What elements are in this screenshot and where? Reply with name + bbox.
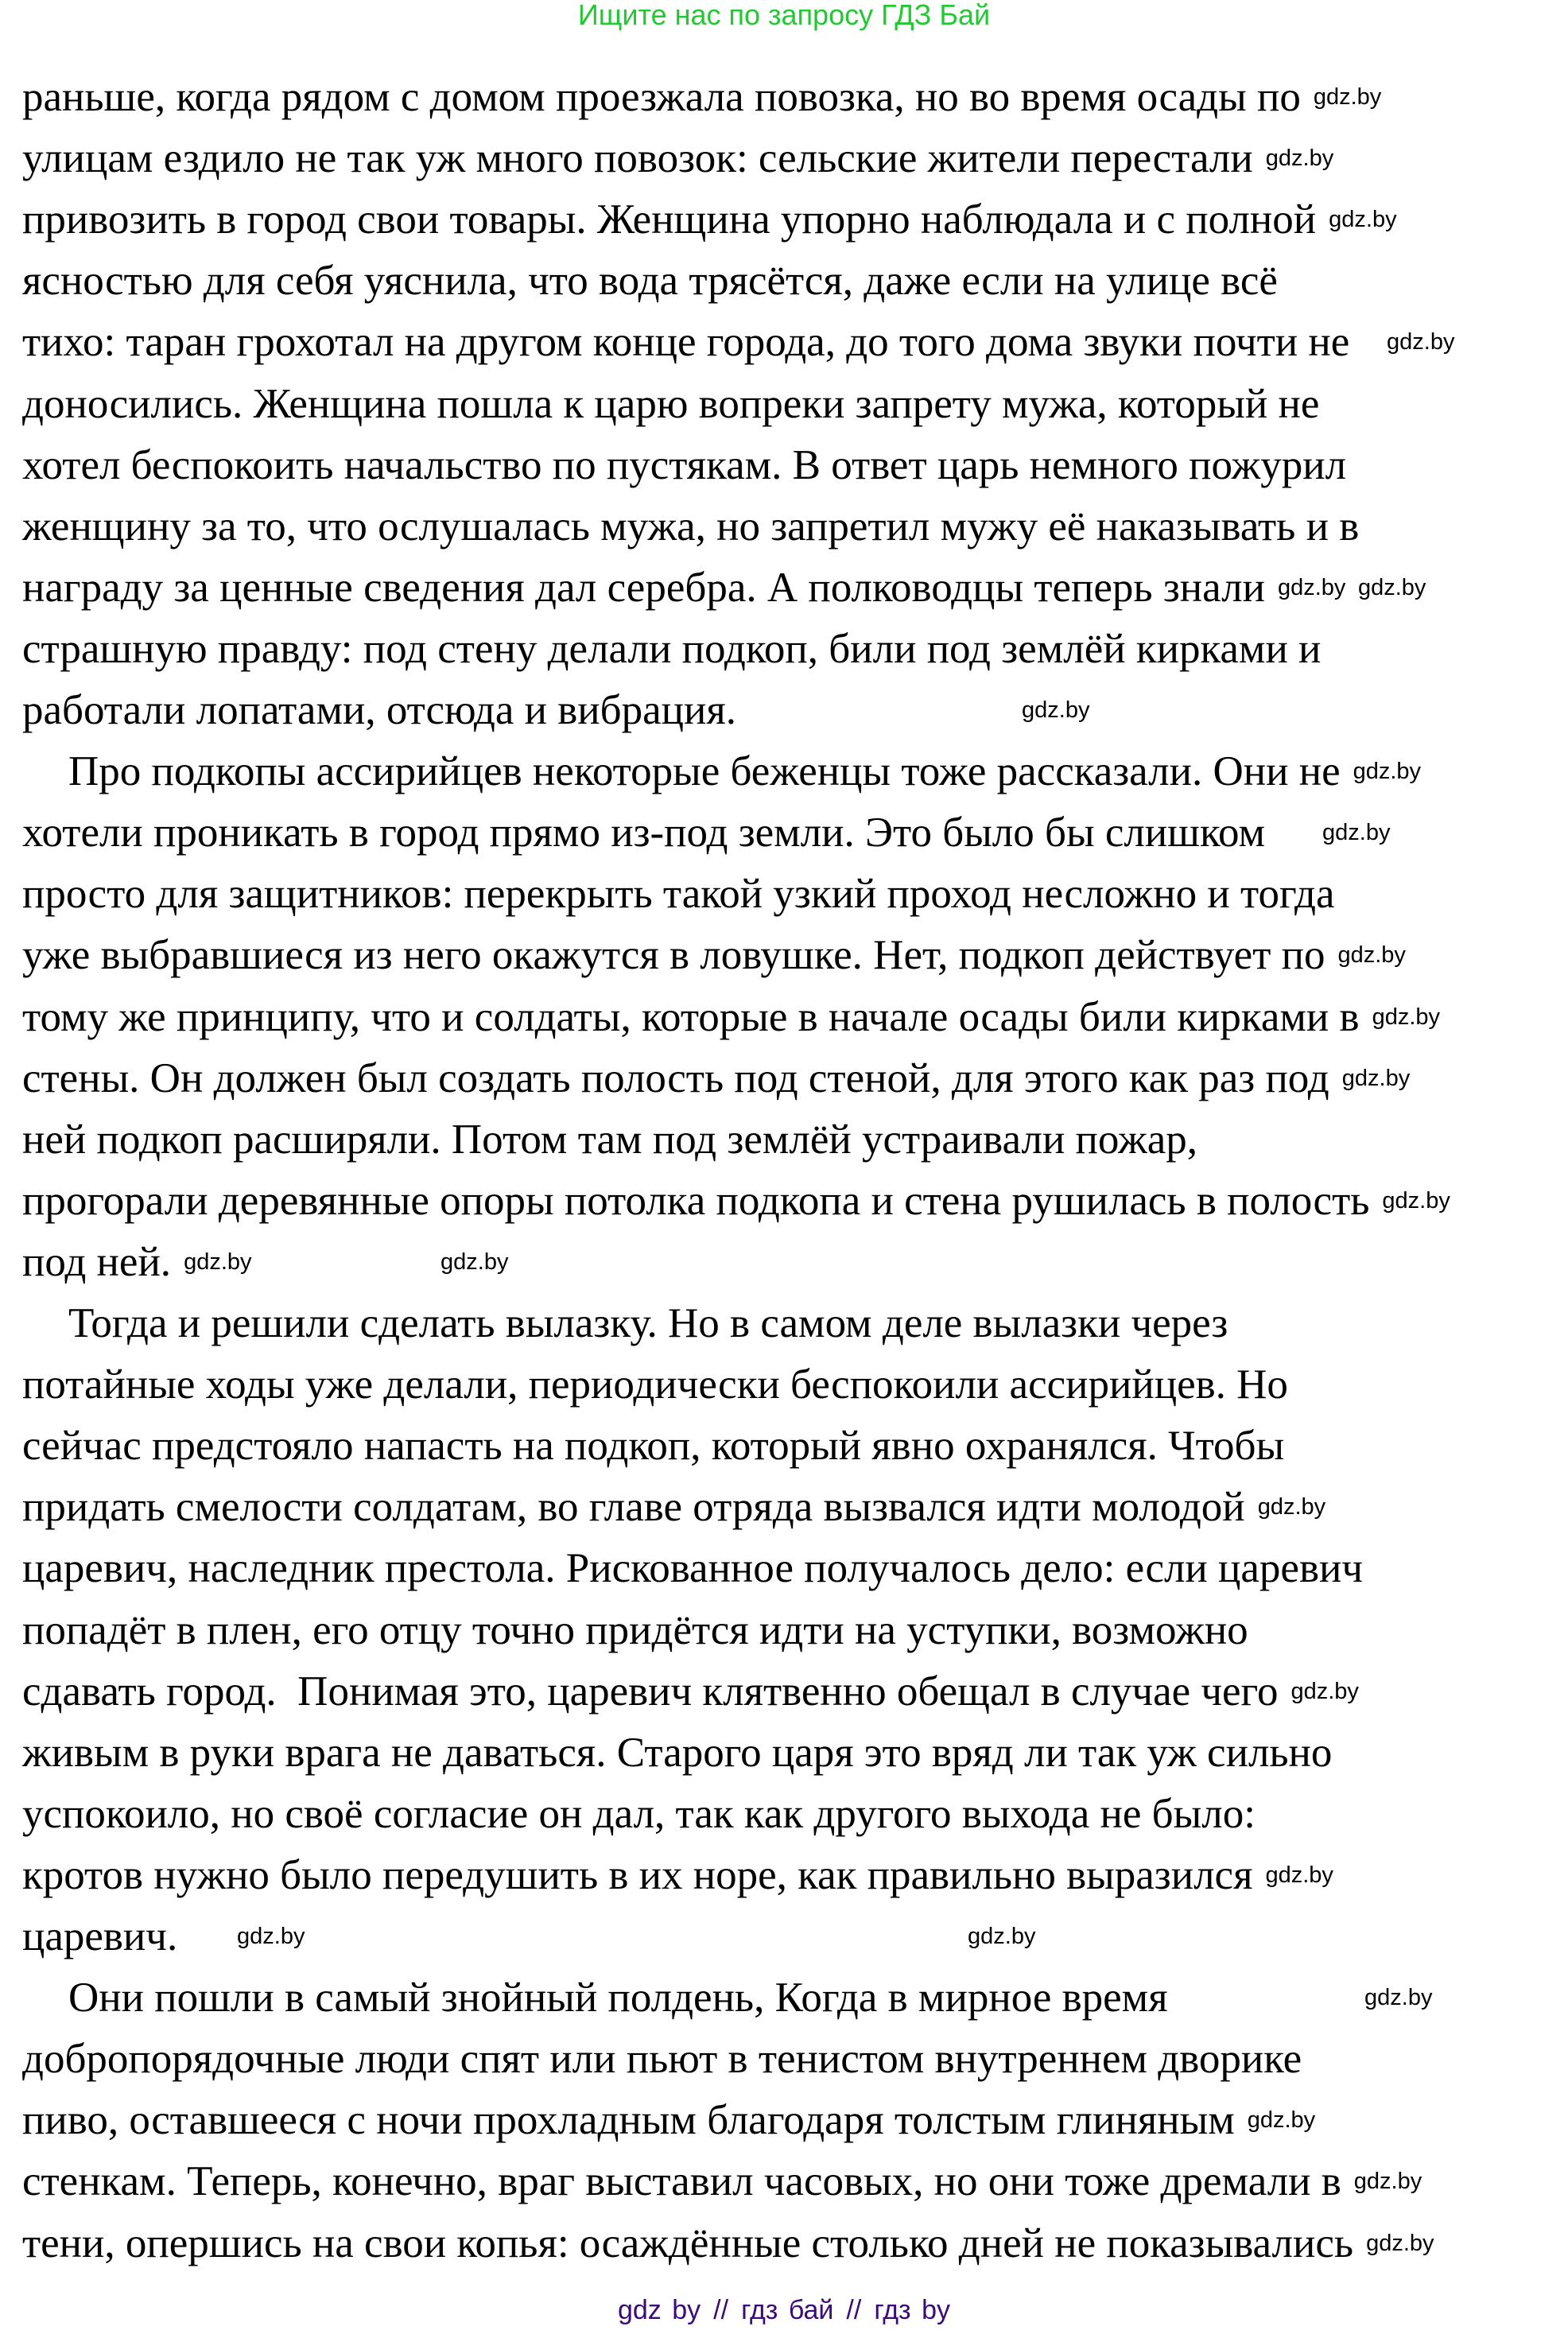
text-line: попадёт в плен, его отцу точно придётся идти на уступки, возможно	[22, 1606, 1248, 1653]
text-line: тому же принципу, что и солдаты, которые в начале осады били кирками в	[22, 993, 1360, 1040]
text-line: ясностью для себя уяснила, что вода трясётся, даже если на улице всё	[22, 258, 1278, 305]
watermark: gdz.by	[1372, 1004, 1441, 1030]
text-line: улицам ездило не так уж много повозок: сельские жители перестали	[22, 135, 1253, 182]
watermark: gdz.by	[1357, 575, 1426, 600]
text-line: женщину за то, что ослушалась мужа, но запретил мужу её наказывать и в	[22, 503, 1360, 550]
watermark: gdz.by	[1265, 146, 1334, 171]
text-line: Они пошли в самый знойный полдень, Когда в мирное время	[68, 1975, 1168, 2021]
text-line: Тогда и решили сделать вылазку. Но в самом деле вылазки через	[68, 1300, 1228, 1346]
footer-separator: //	[713, 2295, 729, 2325]
watermark: gdz.by	[1337, 942, 1406, 968]
watermark: gdz.by	[1022, 697, 1090, 723]
text-line: хотели проникать в город прямо из-под земли. Это было бы слишком	[22, 810, 1266, 856]
text-line: хотел беспокоить начальство по пустякам. В ответ царь немного пожурил	[22, 441, 1347, 488]
footer-link-gdz-by[interactable]: gdz by	[617, 2295, 701, 2325]
footer-separator: //	[846, 2295, 862, 2325]
text-line: стены. Он должен был создать полость под стеной, для этого как раз под	[22, 1054, 1329, 1101]
text-line: придать смелости солдатам, во главе отряда вызвался идти молодой	[22, 1484, 1245, 1531]
watermark: gdz.by	[1341, 1066, 1411, 1091]
text-line: сдавать город. Понимая это, царевич клятвенно обещал в случае чего	[22, 1668, 1279, 1715]
text-line: кротов нужно было передушить в их норе, как правильно выразился	[22, 1851, 1253, 1898]
watermark: gdz.by	[1353, 2169, 1422, 2194]
text-line: просто для защитников: перекрыть такой узкий проход несложно и тогда	[22, 871, 1335, 918]
text-line: награду за ценные сведения дал серебра. А полководцы теперь знали	[22, 564, 1265, 611]
text-line: пиво, оставшееся с ночи прохладным благодаря толстым глиняным	[22, 2097, 1235, 2144]
watermark: gdz.by	[1265, 1862, 1333, 1888]
text-line: страшную правду: под стену делали подкоп, били под землёй кирками и	[22, 625, 1322, 672]
text-line: работали лопатами, отсюда и вибрация.	[22, 687, 736, 733]
text-line: тени, опершись на свои копья: осаждённые столько дней не показывались	[22, 2219, 1354, 2266]
footer-link-gdz-by-cyr[interactable]: гдз by	[874, 2295, 950, 2325]
watermark: gdz.by	[1257, 1494, 1326, 1520]
text-line: добропорядочные люди спят или пьют в тенистом внутреннем дворике	[22, 2036, 1302, 2083]
watermark: gdz.by	[1353, 759, 1422, 784]
text-line: царевич, наследник престола. Рискованное получалось дело: если царевич	[22, 1545, 1363, 1592]
text-line: сейчас предстояло напасть на подкоп, который явно охранялся. Чтобы	[22, 1423, 1285, 1470]
watermark: gdz.by	[1364, 1985, 1433, 2010]
watermark: gdz.by	[1247, 2107, 1316, 2133]
watermark: gdz.by	[441, 1249, 509, 1275]
watermark: gdz.by	[184, 1249, 252, 1275]
text-line: живым в руки врага не даваться. Старого царя это вряд ли так уж сильно	[22, 1729, 1333, 1776]
footer-links	[0, 2295, 1568, 2326]
watermark: gdz.by	[1382, 1188, 1450, 1214]
text-line: ней подкоп расширяли. Потом там под землёй устраивали пожар,	[22, 1116, 1197, 1163]
text-line: успокоило, но своё согласие он дал, так как другого выхода не было:	[22, 1790, 1256, 1837]
watermark: gdz.by	[1290, 1679, 1359, 1704]
text-line: прогорали деревянные опоры потолка подкопа и стена рушилась в полость	[22, 1177, 1370, 1224]
text-line: привозить в город свои товары. Женщина упорно наблюдала и с полной	[22, 196, 1317, 243]
text-line: под ней.	[22, 1238, 172, 1285]
watermark: gdz.by	[1313, 84, 1382, 110]
text-line: царевич.	[22, 1913, 178, 1959]
watermark: gdz.by	[1387, 329, 1455, 355]
watermark: gdz.by	[1277, 575, 1346, 600]
text-line: потайные ходы уже делали, периодически беспокоили ассирийцев. Но	[22, 1361, 1288, 1408]
text-line: уже выбравшиеся из него окажутся в ловушке. Нет, подкоп действует по	[22, 932, 1325, 979]
watermark: gdz.by	[968, 1924, 1036, 1949]
text-line: Про подкопы ассирийцев некоторые беженцы тоже рассказали. Они не	[68, 748, 1341, 795]
watermark: gdz.by	[1322, 820, 1391, 845]
text-line: стенкам. Теперь, конечно, враг выставил часовых, но они тоже дремали в	[22, 2158, 1341, 2205]
text-line: раньше, когда рядом с домом проезжала повозка, но во время осады по	[22, 74, 1301, 120]
watermark: gdz.by	[237, 1924, 305, 1949]
watermark: gdz.by	[1329, 207, 1397, 232]
footer-link-gdz-bai[interactable]: гдз бай	[741, 2295, 834, 2325]
text-line: тихо: таран грохотал на другом конце города, до того дома звуки почти не	[22, 319, 1350, 366]
watermark: gdz.by	[1366, 2231, 1434, 2256]
search-hint-banner: Ищите нас по запросу ГДЗ Бай	[577, 0, 991, 31]
text-line: доносились. Женщина пошла к царю вопреки запрету мужа, который не	[22, 380, 1320, 427]
